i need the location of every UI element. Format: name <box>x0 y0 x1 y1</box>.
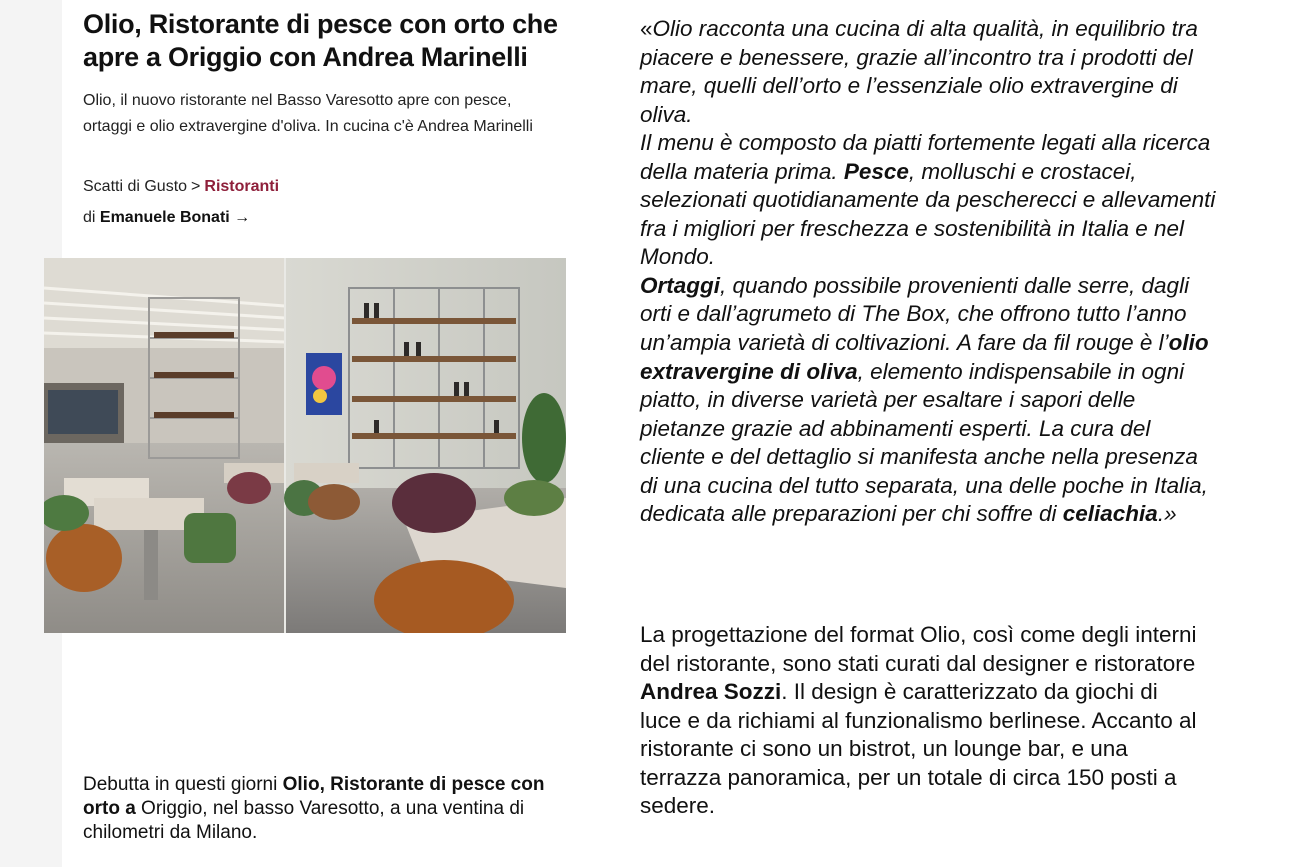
quote-bold-ortaggi: Ortaggi <box>640 272 721 298</box>
byline-prefix: di <box>83 209 96 226</box>
design-text-1: La progettazione del format Olio, così come degli interni del ristorante, sono stati curati dal designer e ristoratore <box>640 622 1197 676</box>
quote-bold-olio: olio extravergine di oliva <box>640 330 1209 384</box>
breadcrumb <box>83 176 279 198</box>
author-name[interactable]: Emanuele Bonati <box>99 209 230 226</box>
breadcrumb-section-link[interactable]: Ristoranti <box>204 178 280 195</box>
quote-close-mark: .» <box>1157 501 1177 527</box>
breadcrumb-home[interactable]: Scatti di Gusto <box>83 178 188 195</box>
article-subtitle: Olio, il nuovo ristorante nel Basso Varesotto apre con pesce, ortaggi e olio extravergine d'oliva. In cucina c'è Andrea Marinelli <box>83 92 533 135</box>
quote-text-1: Olio racconta una cucina di alta qualità, in equilibrio tra piacere e benessere, grazie all’incontro tra i prodotti del mare, quelli dell’orto e l’essenziale olio extravergine di oliva. <box>640 16 1198 127</box>
author-link[interactable] <box>100 209 250 226</box>
breadcrumb-separator: > <box>191 178 201 195</box>
quote-bold-celiachia: celiachia <box>1062 501 1158 527</box>
restaurant-interior-photo <box>44 258 566 633</box>
quote-text-4: , quando possibile provenienti dalle serre, dagli orti e dall’agrumeto di The Box, che offrono tutto l’anno un’ampia varietà di coltivazioni. A fare da fil rouge è l’ <box>640 272 1190 356</box>
quote-text-5: , elemento indispensabile in ogni piatto, in diverse varietà per esaltare i sapori delle pietanze grazie ad abbinamenti esperti. La cura del cliente e del dettaglio si manifesta anche nella presenza di una cucina del tutto separata, una delle poche in Italia, dedicata alle preparazioni per chi soffre di <box>640 358 1208 527</box>
quote-text-2: Il menu è composto da piatti fortemente legati alla ricerca della materia prima. <box>640 130 1211 184</box>
article-title: Olio, Ristorante di pesce con orto che apre a Origgio con Andrea Marinelli <box>83 9 558 72</box>
article-intro <box>83 773 553 845</box>
design-paragraph <box>640 621 1200 821</box>
intro-highlight: Olio, Ristorante di pesce con orto a <box>83 774 545 819</box>
quote-text-3: , molluschi e crostacei, selezionati quotidianamente da pescherecci e allevamenti fra i migliori per freschezza e sostenibilità in Italia e nel Mondo. <box>640 158 1216 270</box>
quote-open-mark: « <box>640 16 653 41</box>
intro-text-1: Debutta in questi giorni <box>83 774 283 795</box>
quote-bold-pesce: Pesce <box>843 158 909 184</box>
arrow-right-icon[interactable]: → <box>234 209 251 226</box>
design-bold-sozzi: Andrea Sozzi <box>640 679 782 705</box>
quote-block <box>640 15 1220 529</box>
intro-text-2: Origgio, nel basso Varesotto, a una ventina di chilometri da Milano. <box>83 798 525 843</box>
design-text-2: . Il design è caratterizzato da giochi di luce e da richiami al funzionalismo berlinese. Accanto al ristorante ci sono un bistrot, un lounge bar, e una terrazza panoramica, per un totale di circa 150 posti a sedere. <box>640 679 1197 819</box>
byline <box>83 207 250 229</box>
